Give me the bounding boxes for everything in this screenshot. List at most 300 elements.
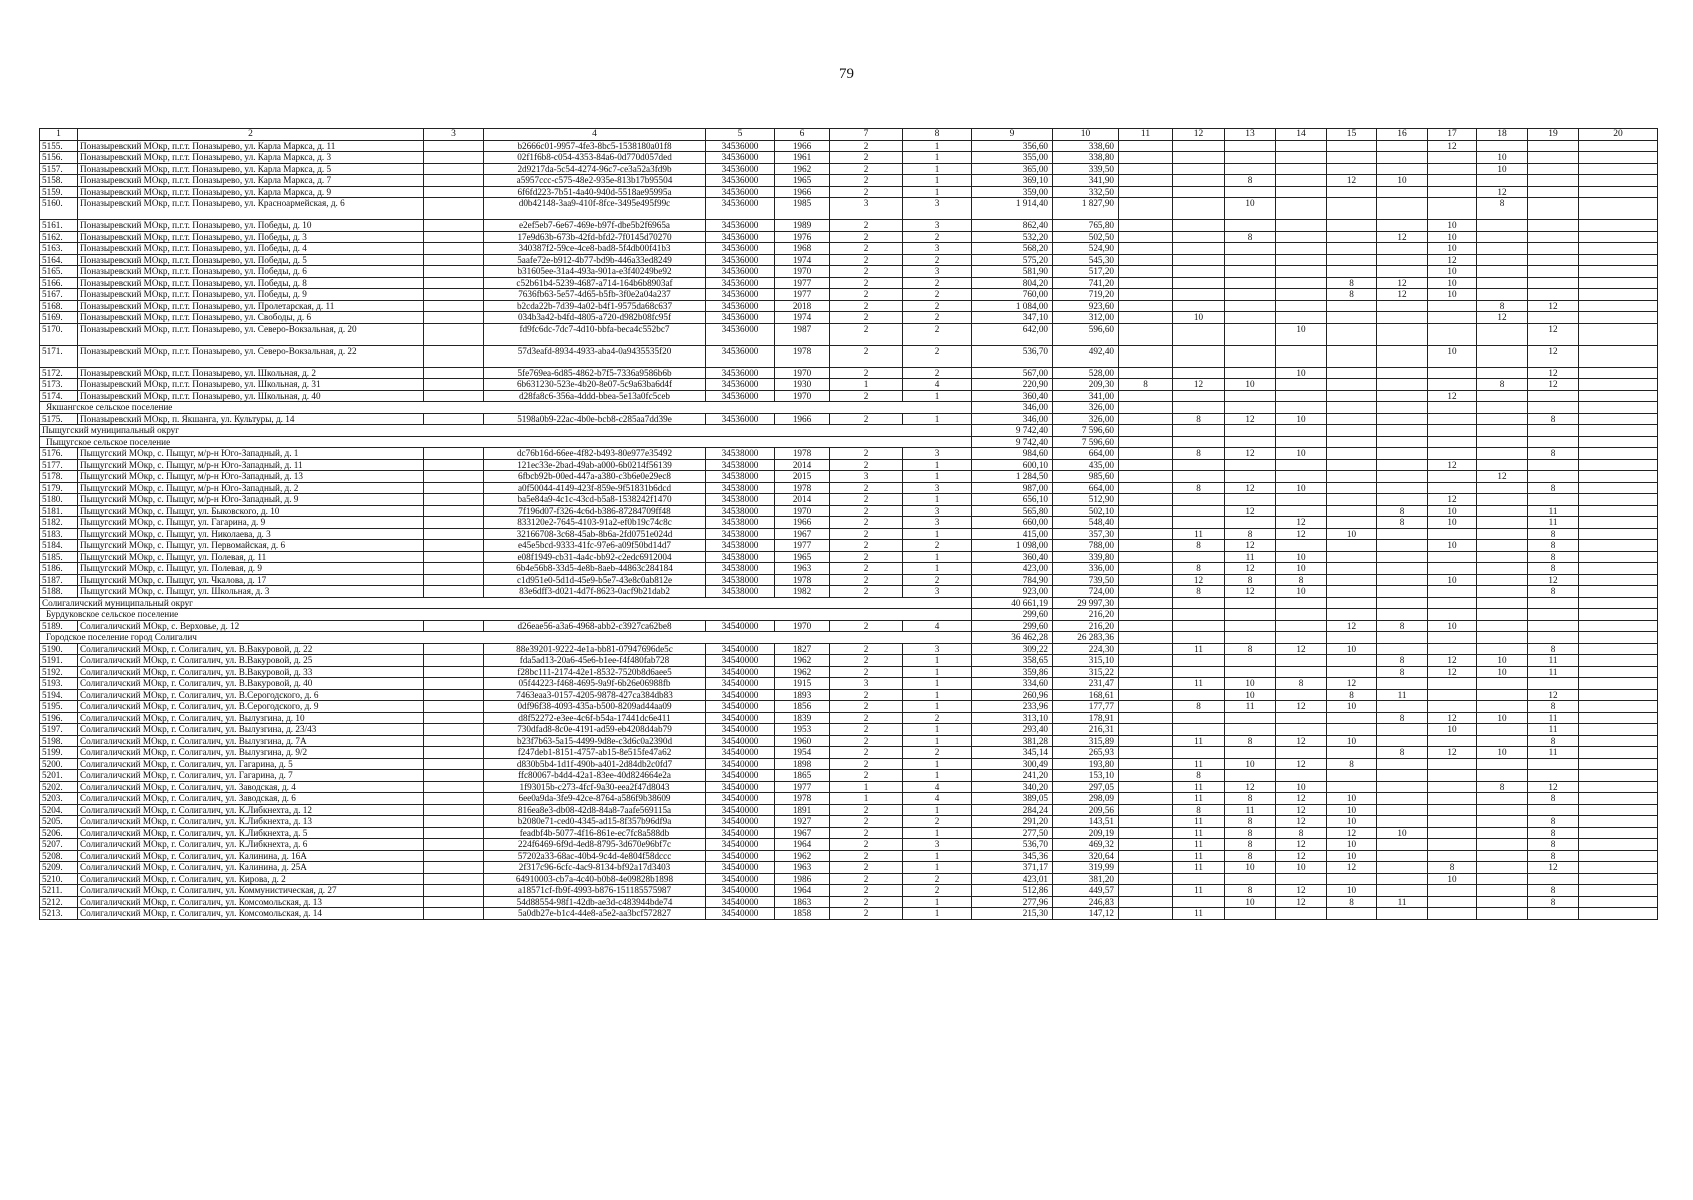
entrances-cell: 1 xyxy=(903,735,972,747)
work-col-13: 11 xyxy=(1225,701,1276,713)
work-col-18: 10 xyxy=(1477,152,1528,164)
work-col-17 xyxy=(1428,563,1477,575)
work-col-13 xyxy=(1225,367,1276,379)
work-col-19 xyxy=(1528,254,1579,266)
address-cell: Солигаличский МОкр, г. Солигалич, ул. К.Либкнехта, д. 13 xyxy=(78,816,424,828)
row-number: 5187. xyxy=(40,574,78,586)
work-col-18 xyxy=(1477,574,1528,586)
work-col-16 xyxy=(1377,540,1428,552)
work-col-16 xyxy=(1377,152,1428,164)
guid-cell: 340387f2-59ce-4ce8-bad8-5f4db00f41b3 xyxy=(484,243,706,255)
work-col-19: 12 xyxy=(1528,574,1579,586)
entrances-cell: 1 xyxy=(903,494,972,506)
work-col-11 xyxy=(1119,494,1173,506)
subtotal-living-area: 326,00 xyxy=(1053,402,1119,414)
header-cell-19: 19 xyxy=(1528,129,1579,141)
table-row xyxy=(40,198,1658,220)
work-col-16 xyxy=(1377,494,1428,506)
living-area-cell: 524,90 xyxy=(1053,243,1119,255)
work-col-19: 12 xyxy=(1528,781,1579,793)
work-col-13: 8 xyxy=(1225,850,1276,862)
work-col-14 xyxy=(1276,770,1327,782)
year-cell: 1966 xyxy=(775,517,830,529)
guid-cell: 7f196d07-f326-4c6d-b386-87284709ff48 xyxy=(484,505,706,517)
floors-cell: 3 xyxy=(830,198,903,220)
living-area-cell: 502,10 xyxy=(1053,505,1119,517)
total-area-cell: 369,10 xyxy=(972,175,1053,187)
empty-cell xyxy=(1579,597,1658,609)
work-col-15 xyxy=(1327,505,1377,517)
blank-cell xyxy=(424,747,484,759)
work-col-13 xyxy=(1225,152,1276,164)
work-col-18 xyxy=(1477,678,1528,690)
row-number: 5208. xyxy=(40,850,78,862)
table-row xyxy=(40,655,1658,667)
living-area-cell: 341,00 xyxy=(1053,390,1119,402)
work-col-17: 12 xyxy=(1428,712,1477,724)
housing-register-table xyxy=(39,128,1658,920)
work-col-12 xyxy=(1173,175,1225,187)
work-col-14: 10 xyxy=(1276,482,1327,494)
total-area-cell: 356,60 xyxy=(972,140,1053,152)
header-cell-4: 4 xyxy=(484,129,706,141)
entrances-cell: 2 xyxy=(903,231,972,243)
work-col-15 xyxy=(1327,163,1377,175)
header-cell-5: 5 xyxy=(706,129,775,141)
entrances-cell: 2 xyxy=(903,885,972,897)
blank-cell xyxy=(424,793,484,805)
oktmo-cell: 34540000 xyxy=(706,816,775,828)
work-col-18 xyxy=(1477,323,1528,345)
total-area-cell: 567,00 xyxy=(972,367,1053,379)
floors-cell: 2 xyxy=(830,574,903,586)
work-col-14 xyxy=(1276,220,1327,232)
year-cell: 1986 xyxy=(775,873,830,885)
floors-cell: 2 xyxy=(830,850,903,862)
oktmo-cell: 34538000 xyxy=(706,563,775,575)
work-col-15: 8 xyxy=(1327,289,1377,301)
work-col-20 xyxy=(1579,701,1658,713)
work-col-13 xyxy=(1225,712,1276,724)
floors-cell: 2 xyxy=(830,459,903,471)
total-area-cell: 784,90 xyxy=(972,574,1053,586)
work-col-18 xyxy=(1477,345,1528,367)
work-col-12 xyxy=(1173,517,1225,529)
blank-cell xyxy=(424,908,484,920)
floors-cell: 2 xyxy=(830,289,903,301)
oktmo-cell: 34536000 xyxy=(706,367,775,379)
work-col-17: 10 xyxy=(1428,517,1477,529)
table-row xyxy=(40,574,1658,586)
oktmo-cell: 34540000 xyxy=(706,666,775,678)
work-col-15 xyxy=(1327,873,1377,885)
empty-cell xyxy=(1119,436,1173,448)
header-cell-18: 18 xyxy=(1477,129,1528,141)
work-col-18 xyxy=(1477,850,1528,862)
year-cell: 1915 xyxy=(775,678,830,690)
work-col-17: 12 xyxy=(1428,494,1477,506)
guid-cell: d26eae56-a3a6-4968-abb2-c3927ca62be8 xyxy=(484,620,706,632)
row-number: 5200. xyxy=(40,758,78,770)
guid-cell: 0df96f38-4093-435a-b500-8209ad44aa09 xyxy=(484,701,706,713)
work-col-18 xyxy=(1477,448,1528,460)
work-col-17 xyxy=(1428,367,1477,379)
living-area-cell: 246,83 xyxy=(1053,896,1119,908)
work-col-17: 10 xyxy=(1428,724,1477,736)
row-number: 5166. xyxy=(40,277,78,289)
header-cell-8: 8 xyxy=(903,129,972,141)
work-col-11 xyxy=(1119,712,1173,724)
entrances-cell: 1 xyxy=(903,850,972,862)
work-col-16 xyxy=(1377,220,1428,232)
living-area-cell: 320,64 xyxy=(1053,850,1119,862)
table-row xyxy=(40,712,1658,724)
empty-cell xyxy=(1377,609,1428,621)
work-col-13 xyxy=(1225,254,1276,266)
work-col-14 xyxy=(1276,243,1327,255)
address-cell: Солигаличский МОкр, г. Солигалич, ул. Комсомольская, д. 14 xyxy=(78,908,424,920)
work-col-18 xyxy=(1477,839,1528,851)
floors-cell: 2 xyxy=(830,827,903,839)
work-col-17 xyxy=(1428,175,1477,187)
work-col-16: 11 xyxy=(1377,896,1428,908)
oktmo-cell: 34538000 xyxy=(706,528,775,540)
empty-cell xyxy=(1173,632,1225,644)
work-col-12: 8 xyxy=(1173,701,1225,713)
living-area-cell: 517,20 xyxy=(1053,266,1119,278)
header-cell-10: 10 xyxy=(1053,129,1119,141)
blank-cell xyxy=(424,482,484,494)
guid-cell: 83e6dff3-d021-4d7f-8623-0acf9b21dab2 xyxy=(484,586,706,598)
work-col-16: 8 xyxy=(1377,655,1428,667)
work-col-14 xyxy=(1276,724,1327,736)
work-col-13 xyxy=(1225,724,1276,736)
work-col-19 xyxy=(1528,758,1579,770)
table-row xyxy=(40,482,1658,494)
work-col-14 xyxy=(1276,266,1327,278)
work-col-15 xyxy=(1327,482,1377,494)
work-col-16 xyxy=(1377,551,1428,563)
blank-cell xyxy=(424,816,484,828)
blank-cell xyxy=(424,586,484,598)
page-number: 79 xyxy=(839,66,854,82)
work-col-11 xyxy=(1119,448,1173,460)
floors-cell: 2 xyxy=(830,839,903,851)
year-cell: 1965 xyxy=(775,175,830,187)
blank-cell xyxy=(424,574,484,586)
table-row xyxy=(40,413,1658,425)
work-col-13: 11 xyxy=(1225,804,1276,816)
empty-cell xyxy=(1327,425,1377,437)
living-area-cell: 177,77 xyxy=(1053,701,1119,713)
work-col-13: 12 xyxy=(1225,540,1276,552)
work-col-18 xyxy=(1477,735,1528,747)
living-area-cell: 193,80 xyxy=(1053,758,1119,770)
blank-cell xyxy=(424,873,484,885)
subtotal-total-area: 299,60 xyxy=(972,609,1053,621)
row-number: 5181. xyxy=(40,505,78,517)
total-area-cell: 291,20 xyxy=(972,816,1053,828)
empty-cell xyxy=(1276,402,1327,414)
work-col-14: 12 xyxy=(1276,758,1327,770)
guid-cell: b2cda22b-7d39-4a02-b4f1-9575da68c637 xyxy=(484,300,706,312)
table-row xyxy=(40,175,1658,187)
work-col-12 xyxy=(1173,896,1225,908)
empty-cell xyxy=(1225,609,1276,621)
total-area-cell: 984,60 xyxy=(972,448,1053,460)
work-col-11 xyxy=(1119,873,1173,885)
work-col-15: 8 xyxy=(1327,896,1377,908)
entrances-cell: 3 xyxy=(903,517,972,529)
entrances-cell: 2 xyxy=(903,873,972,885)
work-col-20 xyxy=(1579,300,1658,312)
work-col-20 xyxy=(1579,643,1658,655)
empty-cell xyxy=(1119,597,1173,609)
work-col-11 xyxy=(1119,505,1173,517)
work-col-11 xyxy=(1119,528,1173,540)
work-col-16 xyxy=(1377,781,1428,793)
work-col-13: 10 xyxy=(1225,198,1276,220)
work-col-14 xyxy=(1276,873,1327,885)
work-col-17 xyxy=(1428,186,1477,198)
total-area-cell: 568,20 xyxy=(972,243,1053,255)
work-col-12: 11 xyxy=(1173,758,1225,770)
row-number: 5169. xyxy=(40,312,78,324)
year-cell: 1967 xyxy=(775,528,830,540)
work-col-15 xyxy=(1327,770,1377,782)
table-row xyxy=(40,163,1658,175)
living-area-cell: 664,00 xyxy=(1053,482,1119,494)
work-col-11 xyxy=(1119,804,1173,816)
entrances-cell: 1 xyxy=(903,908,972,920)
work-col-17 xyxy=(1428,793,1477,805)
work-col-20 xyxy=(1579,586,1658,598)
empty-cell xyxy=(1579,402,1658,414)
work-col-11 xyxy=(1119,471,1173,483)
row-number: 5180. xyxy=(40,494,78,506)
address-cell: Пыщугский МОкр, с. Пыщуг, м/р-н Юго-Западный, д. 13 xyxy=(78,471,424,483)
work-col-20 xyxy=(1579,243,1658,255)
address-cell: Пыщугский МОкр, с. Пыщуг, ул. Чкалова, д. 17 xyxy=(78,574,424,586)
living-area-cell: 178,91 xyxy=(1053,712,1119,724)
work-col-18 xyxy=(1477,862,1528,874)
work-col-11 xyxy=(1119,482,1173,494)
work-col-16 xyxy=(1377,643,1428,655)
row-number: 5202. xyxy=(40,781,78,793)
work-col-16: 8 xyxy=(1377,712,1428,724)
blank-cell xyxy=(424,701,484,713)
floors-cell: 1 xyxy=(830,379,903,391)
work-col-20 xyxy=(1579,266,1658,278)
living-area-cell: 469,32 xyxy=(1053,839,1119,851)
work-col-15: 12 xyxy=(1327,678,1377,690)
oktmo-cell: 34540000 xyxy=(706,712,775,724)
work-col-19 xyxy=(1528,494,1579,506)
oktmo-cell: 34540000 xyxy=(706,655,775,667)
guid-cell: e2ef5eb7-6e67-469e-b97f-dbe5b2f6965a xyxy=(484,220,706,232)
work-col-20 xyxy=(1579,885,1658,897)
work-col-16 xyxy=(1377,816,1428,828)
table-row xyxy=(40,781,1658,793)
work-col-15 xyxy=(1327,231,1377,243)
year-cell: 1865 xyxy=(775,770,830,782)
work-col-18 xyxy=(1477,140,1528,152)
work-col-18 xyxy=(1477,908,1528,920)
subtotal-total-area: 346,00 xyxy=(972,402,1053,414)
floors-cell: 2 xyxy=(830,712,903,724)
table-row xyxy=(40,563,1658,575)
work-col-19 xyxy=(1528,289,1579,301)
blank-cell xyxy=(424,655,484,667)
work-col-12: 8 xyxy=(1173,540,1225,552)
work-col-16 xyxy=(1377,390,1428,402)
work-col-12 xyxy=(1173,689,1225,701)
floors-cell: 2 xyxy=(830,563,903,575)
table-row xyxy=(40,666,1658,678)
address-cell: Поназыревский МОкр, п.г.т. Поназырево, ул. Школьная, д. 40 xyxy=(78,390,424,402)
work-col-18: 12 xyxy=(1477,471,1528,483)
empty-cell xyxy=(1528,609,1579,621)
work-col-15: 12 xyxy=(1327,862,1377,874)
oktmo-cell: 34536000 xyxy=(706,277,775,289)
floors-cell: 2 xyxy=(830,540,903,552)
work-col-14 xyxy=(1276,345,1327,367)
work-col-19 xyxy=(1528,243,1579,255)
living-area-cell: 985,60 xyxy=(1053,471,1119,483)
work-col-12 xyxy=(1173,163,1225,175)
work-col-20 xyxy=(1579,839,1658,851)
year-cell: 1893 xyxy=(775,689,830,701)
work-col-16: 11 xyxy=(1377,689,1428,701)
total-area-cell: 340,20 xyxy=(972,781,1053,793)
floors-cell: 2 xyxy=(830,277,903,289)
year-cell: 1970 xyxy=(775,620,830,632)
work-col-20 xyxy=(1579,413,1658,425)
total-area-cell: 536,70 xyxy=(972,839,1053,851)
work-col-16 xyxy=(1377,793,1428,805)
work-col-19 xyxy=(1528,198,1579,220)
work-col-11 xyxy=(1119,152,1173,164)
work-col-11 xyxy=(1119,231,1173,243)
year-cell: 1930 xyxy=(775,379,830,391)
work-col-14 xyxy=(1276,505,1327,517)
work-col-19: 12 xyxy=(1528,862,1579,874)
work-col-19: 8 xyxy=(1528,448,1579,460)
guid-cell: ba5e84a9-4c1c-43cd-b5a8-1538242f1470 xyxy=(484,494,706,506)
blank-cell xyxy=(424,140,484,152)
settlement-subtotal-row xyxy=(40,632,1658,644)
work-col-19: 12 xyxy=(1528,367,1579,379)
work-col-14: 10 xyxy=(1276,323,1327,345)
entrances-cell: 1 xyxy=(903,862,972,874)
guid-cell: b2666c01-9957-4fe3-8bc5-1538180a01f8 xyxy=(484,140,706,152)
work-col-19 xyxy=(1528,770,1579,782)
oktmo-cell: 34536000 xyxy=(706,163,775,175)
guid-cell: c52b61b4-5239-4687-a714-164b6b8903af xyxy=(484,277,706,289)
table-row xyxy=(40,323,1658,345)
address-cell: Поназыревский МОкр, п.г.т. Поназырево, ул. Победы, д. 3 xyxy=(78,231,424,243)
work-col-20 xyxy=(1579,448,1658,460)
oktmo-cell: 34536000 xyxy=(706,186,775,198)
row-number: 5177. xyxy=(40,459,78,471)
work-col-19 xyxy=(1528,163,1579,175)
address-cell: Поназыревский МОкр, п. Якшанга, ул. Культуры, д. 14 xyxy=(78,413,424,425)
work-col-16: 12 xyxy=(1377,231,1428,243)
work-col-18 xyxy=(1477,231,1528,243)
work-col-14 xyxy=(1276,471,1327,483)
row-number: 5162. xyxy=(40,231,78,243)
living-area-cell: 381,20 xyxy=(1053,873,1119,885)
work-col-17 xyxy=(1428,781,1477,793)
work-col-16: 12 xyxy=(1377,289,1428,301)
total-area-cell: 423,00 xyxy=(972,563,1053,575)
year-cell: 1977 xyxy=(775,540,830,552)
blank-cell xyxy=(424,666,484,678)
work-col-19 xyxy=(1528,390,1579,402)
blank-cell xyxy=(424,689,484,701)
work-col-13 xyxy=(1225,770,1276,782)
total-area-cell: 987,00 xyxy=(972,482,1053,494)
year-cell: 1966 xyxy=(775,140,830,152)
work-col-16: 10 xyxy=(1377,175,1428,187)
guid-cell: 833120e2-7645-4103-91a2-ef0b19c74c8c xyxy=(484,517,706,529)
address-cell: Поназыревский МОкр, п.г.т. Поназырево, ул. Победы, д. 9 xyxy=(78,289,424,301)
address-cell: Солигаличский МОкр, г. Солигалич, ул. В.Вакуровой, д. 25 xyxy=(78,655,424,667)
floors-cell: 2 xyxy=(830,747,903,759)
work-col-19: 8 xyxy=(1528,643,1579,655)
work-col-11 xyxy=(1119,198,1173,220)
blank-cell xyxy=(424,862,484,874)
blank-cell xyxy=(424,471,484,483)
guid-cell: fd9fc6dc-7dc7-4d10-bbfa-beca4c552bc7 xyxy=(484,323,706,345)
work-col-19: 11 xyxy=(1528,747,1579,759)
total-area-cell: 260,96 xyxy=(972,689,1053,701)
work-col-18 xyxy=(1477,643,1528,655)
work-col-11 xyxy=(1119,220,1173,232)
work-col-11 xyxy=(1119,367,1173,379)
blank-cell xyxy=(424,896,484,908)
work-col-16 xyxy=(1377,862,1428,874)
oktmo-cell: 34538000 xyxy=(706,494,775,506)
blank-cell xyxy=(424,735,484,747)
year-cell: 2014 xyxy=(775,459,830,471)
work-col-16 xyxy=(1377,471,1428,483)
address-cell: Солигаличский МОкр, г. Солигалич, ул. В.Вакуровой, д. 22 xyxy=(78,643,424,655)
total-area-cell: 381,28 xyxy=(972,735,1053,747)
guid-cell: 6b4e56b8-33d5-4e8b-8aeb-44863c284184 xyxy=(484,563,706,575)
work-col-18 xyxy=(1477,482,1528,494)
work-col-16 xyxy=(1377,243,1428,255)
work-col-15 xyxy=(1327,586,1377,598)
work-col-20 xyxy=(1579,689,1658,701)
work-col-15 xyxy=(1327,666,1377,678)
year-cell: 1858 xyxy=(775,908,830,920)
work-col-14 xyxy=(1276,655,1327,667)
table-row xyxy=(40,277,1658,289)
work-col-18 xyxy=(1477,367,1528,379)
work-col-18 xyxy=(1477,586,1528,598)
subtotal-living-area: 29 997,30 xyxy=(1053,597,1119,609)
work-col-12: 11 xyxy=(1173,839,1225,851)
work-col-19: 11 xyxy=(1528,724,1579,736)
work-col-16 xyxy=(1377,701,1428,713)
work-col-14 xyxy=(1276,494,1327,506)
living-area-cell: 435,00 xyxy=(1053,459,1119,471)
work-col-16 xyxy=(1377,186,1428,198)
work-col-13 xyxy=(1225,517,1276,529)
row-number: 5156. xyxy=(40,152,78,164)
work-col-18 xyxy=(1477,620,1528,632)
